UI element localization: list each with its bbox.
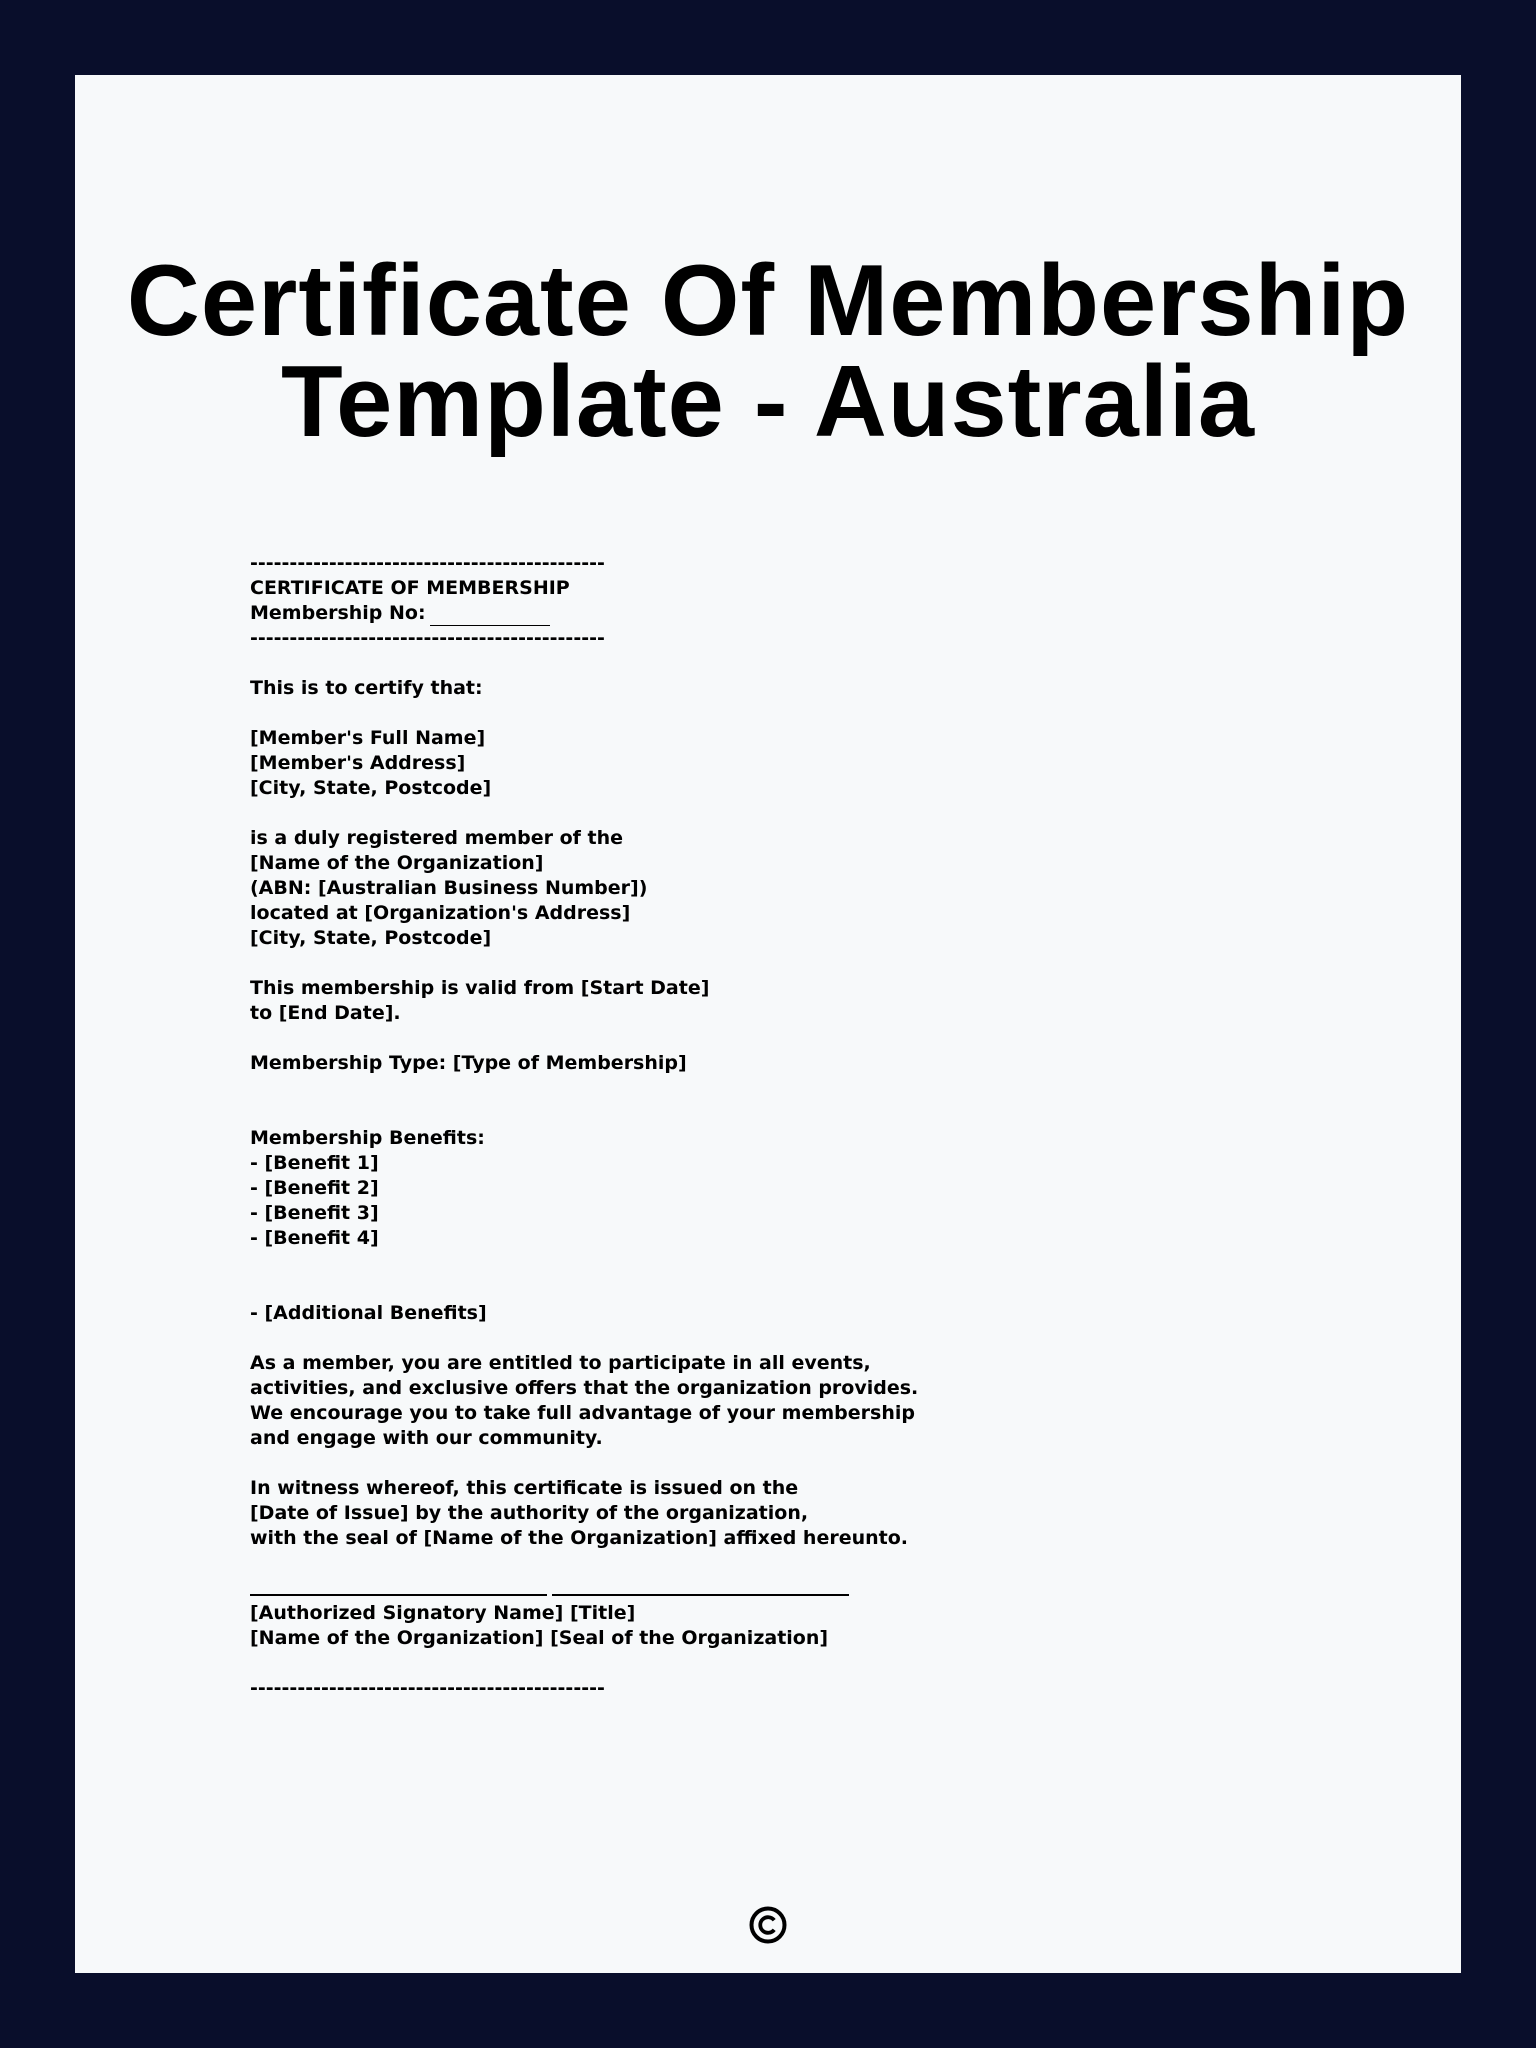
benefit-item: - [Benefit 2]: [250, 1177, 379, 1199]
benefits-heading: Membership Benefits:: [250, 1127, 485, 1149]
entitlement-line: and engage with our community.: [250, 1427, 603, 1449]
divider-header-bottom: ---------------------------------------------: [250, 627, 605, 649]
divider-top: ---------------------------------------------: [250, 552, 605, 574]
member-name: [Member's Full Name]: [250, 727, 486, 749]
page-title: [75, 245, 1461, 458]
certify-intro: This is to certify that:: [250, 677, 483, 699]
membership-number-row: [250, 601, 950, 626]
membership-type: Membership Type: [Type of Membership]: [250, 1052, 687, 1074]
title-line-2: Template - Australia: [280, 346, 1256, 458]
title-line-1: Certificate Of Membership: [126, 245, 1410, 357]
divider-bottom: ---------------------------------------------: [250, 1677, 605, 1699]
signature-lines: [250, 1576, 950, 1601]
benefit-item: - [Benefit 4]: [250, 1227, 379, 1249]
benefit-item: - [Benefit 3]: [250, 1202, 379, 1224]
org-line: (ABN: [Australian Business Number]): [250, 877, 648, 899]
entitlement-line: activities, and exclusive offers that the organization provides.: [250, 1377, 919, 1399]
signatory-org: [Name of the Organization] [Seal of the Organization]: [250, 1627, 829, 1649]
membership-number-blank: [430, 605, 550, 626]
validity-line: This membership is valid from [Start Date]: [250, 977, 710, 999]
validity-line: to [End Date].: [250, 1002, 401, 1024]
witness-line: In witness whereof, this certificate is issued on the: [250, 1477, 799, 1499]
signature-line-right: [552, 1594, 849, 1596]
additional-benefits: - [Additional Benefits]: [250, 1302, 487, 1324]
witness-line: with the seal of [Name of the Organization] affixed hereunto.: [250, 1527, 909, 1549]
signatory-name: [Authorized Signatory Name] [Title]: [250, 1602, 636, 1624]
signature-line-left: [250, 1594, 547, 1596]
member-city: [City, State, Postcode]: [250, 777, 492, 799]
document-page: [75, 75, 1461, 1973]
certificate-body: [250, 551, 950, 1701]
org-line: is a duly registered member of the: [250, 827, 624, 849]
membership-number-label: Membership No:: [250, 602, 426, 624]
witness-line: [Date of Issue] by the authority of the organization,: [250, 1502, 809, 1524]
org-line: [Name of the Organization]: [250, 852, 544, 874]
benefit-item: - [Benefit 1]: [250, 1152, 379, 1174]
entitlement-line: As a member, you are entitled to participate in all events,: [250, 1352, 871, 1374]
member-address: [Member's Address]: [250, 752, 466, 774]
org-line: located at [Organization's Address]: [250, 902, 631, 924]
entitlement-line: We encourage you to take full advantage of your membership: [250, 1402, 915, 1424]
certificate-heading: CERTIFICATE OF MEMBERSHIP: [250, 577, 570, 599]
org-line: [City, State, Postcode]: [250, 927, 492, 949]
copyright-icon: [748, 1905, 788, 1945]
